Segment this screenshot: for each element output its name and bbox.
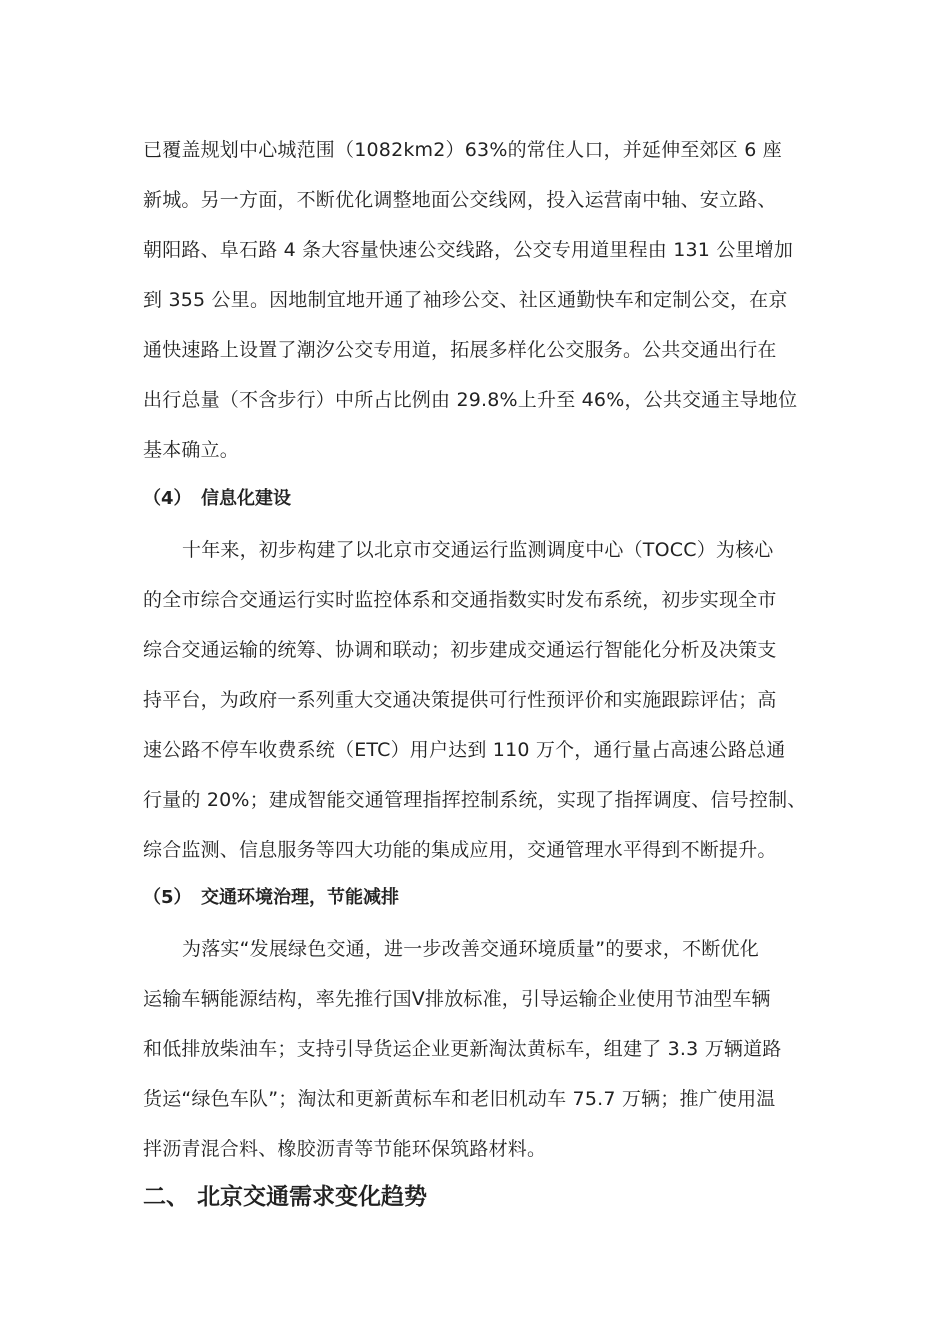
paragraph-3-line-1: 为落实“发展绿色交通，进一步改善交通环境质量”的要求，不断优化: [182, 938, 759, 960]
subheading-5: [143, 886, 399, 910]
paragraph-3-line-2: 运输车辆能源结构，率先推行国Ⅴ排放标准，引导运输企业使用节油型车辆: [143, 988, 771, 1010]
subheading-5-title: 交通环境治理，节能减排: [201, 887, 399, 908]
paragraph-2-line-2: 的全市综合交通运行实时监控体系和交通指数实时发布系统，初步实现全市: [143, 589, 777, 611]
paragraph-1-line-2: 新城。另一方面，不断优化调整地面公交线网，投入运营南中轴、安立路、: [143, 189, 777, 211]
paragraph-2-line-7: 综合监测、信息服务等四大功能的集成应用，交通管理水平得到不断提升。: [143, 839, 777, 861]
paragraph-1-line-6: 出行总量（不含步行）中所占比例由 29.8%上升至 46%，公共交通主导地位: [143, 389, 798, 411]
paragraph-1-line-3: 朝阳路、阜石路 4 条大容量快速公交线路，公交专用道里程由 131 公里增加: [143, 239, 794, 261]
paragraph-2-line-3: 综合交通运输的统筹、协调和联动；初步建成交通运行智能化分析及决策支: [143, 639, 777, 661]
paragraph-1-line-7: 基本确立。: [143, 439, 240, 461]
subheading-4-title: 信息化建设: [201, 488, 291, 509]
paragraph-1-line-4: 到 355 公里。因地制宜地开通了袖珍公交、社区通勤快车和定制公交，在京: [143, 289, 788, 311]
paragraph-3-line-3: 和低排放柴油车；支持引导货运企业更新淘汰黄标车，组建了 3.3 万辆道路: [143, 1038, 782, 1060]
paragraph-2-line-6: 行量的 20%；建成智能交通管理指挥控制系统，实现了指挥调度、信号控制、: [143, 789, 807, 811]
subheading-4-number: （4）: [143, 488, 192, 509]
paragraph-3-line-5: 拌沥青混合料、橡胶沥青等节能环保筑路材料。: [143, 1138, 547, 1160]
paragraph-3-line-4: 货运“绿色车队”；淘汰和更新黄标车和老旧机动车 75.7 万辆；推广使用温: [143, 1088, 776, 1110]
paragraph-1-line-5: 通快速路上设置了潮汐公交专用道，拓展多样化公交服务。公共交通出行在: [143, 339, 777, 361]
paragraph-2-line-1: 十年来，初步构建了以北京市交通运行监测调度中心（TOCC）为核心: [182, 539, 774, 561]
paragraph-2-line-4: 持平台，为政府一系列重大交通决策提供可行性预评价和实施跟踪评估；高: [143, 689, 777, 711]
section-heading: 二、 北京交通需求变化趋势: [143, 1184, 428, 1210]
paragraph-2-line-5: 速公路不停车收费系统（ETC）用户达到 110 万个，通行量占高速公路总通: [143, 739, 786, 761]
paragraph-1-line-1: 已覆盖规划中心城范围（1082km2）63%的常住人口，并延伸至郊区 6 座: [143, 139, 782, 161]
subheading-4: [143, 487, 291, 511]
subheading-5-number: （5）: [143, 887, 192, 908]
